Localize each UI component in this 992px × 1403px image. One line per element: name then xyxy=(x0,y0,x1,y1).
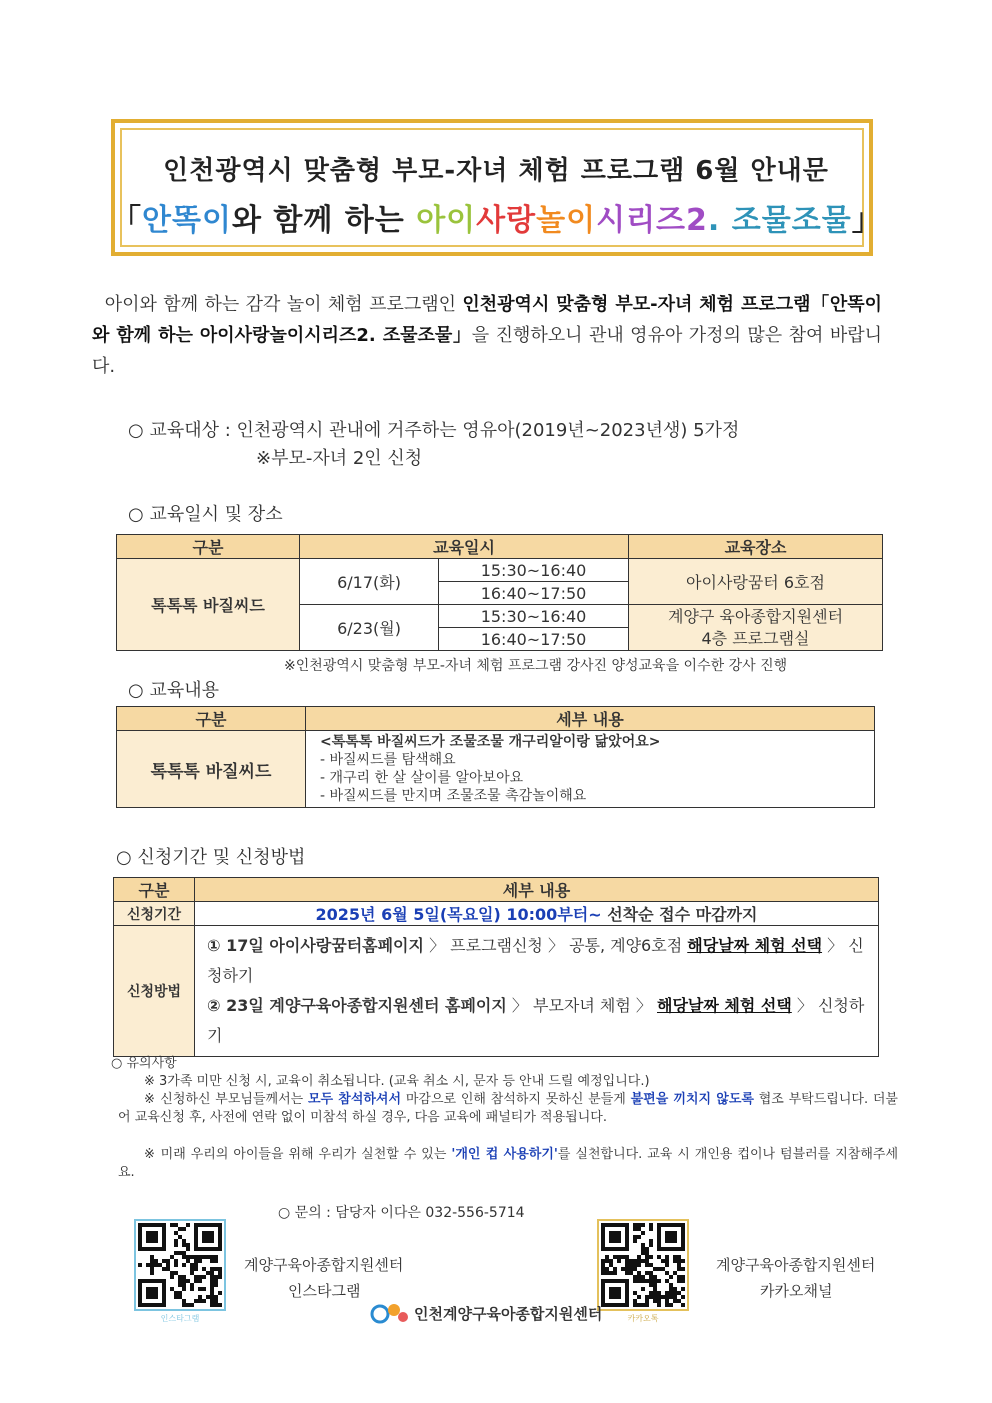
qr-module xyxy=(681,1287,685,1291)
intro-paragraph xyxy=(92,289,882,382)
col-header-place: 교육장소 xyxy=(629,535,883,559)
qr-caption: 카카오톡 xyxy=(627,1314,659,1323)
qr-module xyxy=(645,1303,649,1307)
place-line-2: 4층 프로그램실 xyxy=(701,628,810,648)
qr-module xyxy=(198,1259,202,1263)
subtitle-series-3: 놀이 xyxy=(536,203,597,238)
table-row xyxy=(114,902,879,926)
qr-module xyxy=(214,1283,218,1287)
qr-module xyxy=(174,1243,178,1247)
col-header-category: 구분 xyxy=(114,878,195,902)
footer-right-line2: 카카오채널 xyxy=(760,1282,833,1300)
apply-heading: ○ 신청기간 및 신청방법 xyxy=(116,847,306,868)
col-header-datetime: 교육일시 xyxy=(300,535,629,559)
table-header-row xyxy=(117,535,883,559)
intro-text-2: 을 진행하오니 관내 영유아 가정의 많은 참여 바랍니다. xyxy=(92,325,882,377)
logo-text: 인천계양구육아종합지원센터 xyxy=(414,1305,603,1323)
method-step-1-select: 해당날짜 체험 선택 xyxy=(687,936,823,955)
qr-module xyxy=(190,1303,194,1307)
footer-left-line2: 인스타그램 xyxy=(288,1282,361,1300)
subtitle-character-name: 안똑이 xyxy=(142,203,232,238)
qr-module xyxy=(681,1303,685,1307)
content-table xyxy=(116,706,875,808)
program-name-cell: 톡톡톡 바질씨드 xyxy=(117,731,306,808)
qr-module xyxy=(182,1263,186,1267)
note-2-emphasis-1: 모두 참석하셔서 xyxy=(307,1092,402,1107)
qr-module xyxy=(170,1275,174,1279)
list-item: - 바질씨드를 만지며 조물조물 촉감놀이해요 xyxy=(320,788,587,804)
qr-module xyxy=(202,1287,206,1291)
table-row xyxy=(117,559,883,582)
qr-module xyxy=(218,1291,222,1295)
qr-finder xyxy=(665,1231,677,1243)
method-detail-cell xyxy=(195,926,879,1057)
col-header-category: 구분 xyxy=(117,535,300,559)
qr-module xyxy=(194,1267,198,1271)
qr-module xyxy=(641,1223,645,1227)
table-header-row xyxy=(117,707,875,731)
content-heading: ○ 교육내용 xyxy=(128,680,219,701)
qr-module xyxy=(637,1295,641,1299)
qr-finder xyxy=(609,1287,621,1299)
method-step-1-site: ① 17일 아이사랑꿈터홈페이지 xyxy=(207,936,424,955)
contact-info: ○ 문의 : 담당자 이다은 032-556-5714 xyxy=(278,1205,525,1221)
subtitle-text: 와 함께 하는 xyxy=(231,203,417,238)
qr-finder xyxy=(609,1231,621,1243)
qr-module xyxy=(174,1263,178,1267)
qr-module xyxy=(198,1279,202,1283)
qr-module xyxy=(649,1227,653,1231)
qr-caption: 인스타그램 xyxy=(160,1314,200,1323)
qr-code-icon xyxy=(597,1219,689,1311)
method-step-1 xyxy=(207,931,866,991)
time-cell: 16:40~17:50 xyxy=(439,582,629,605)
note-2 xyxy=(118,1091,898,1127)
qr-module xyxy=(186,1247,190,1251)
table-row xyxy=(117,731,875,808)
qr-module xyxy=(637,1235,641,1239)
method-step-2-path: 〉 부모자녀 체험 〉 xyxy=(506,996,657,1015)
qr-module xyxy=(665,1263,669,1267)
qr-module xyxy=(617,1259,621,1263)
qr-module xyxy=(214,1259,218,1263)
qr-module xyxy=(657,1279,661,1283)
col-header-detail: 세부 내용 xyxy=(306,707,875,731)
method-label: 신청방법 xyxy=(114,926,195,1057)
qr-module xyxy=(202,1299,206,1303)
qr-code-icon xyxy=(134,1219,226,1311)
bracket-open: 「 xyxy=(111,203,142,238)
qr-module xyxy=(613,1271,617,1275)
note-3 xyxy=(118,1146,898,1182)
footer-right-line1: 계양구육아종합지원센터 xyxy=(716,1256,876,1274)
col-header-detail: 세부 내용 xyxy=(195,878,879,902)
qr-module xyxy=(681,1259,685,1263)
qr-module xyxy=(669,1303,673,1307)
note-2-text: 마감으로 인해 참석하지 못하신 분들게 xyxy=(401,1092,631,1107)
list-item: - 바질씨드를 탐색해요 xyxy=(320,752,456,768)
qr-module xyxy=(681,1267,685,1271)
time-cell: 16:40~17:50 xyxy=(439,628,629,651)
col-header-category: 구분 xyxy=(117,707,306,731)
qr-module xyxy=(182,1287,186,1291)
subtitle-series-4: 시리즈2 xyxy=(596,203,708,238)
notes-heading: ○ 유의사항 xyxy=(111,1056,177,1071)
qr-module xyxy=(218,1275,222,1279)
method-step-1-path: 〉 프로그램신청 〉 공통, 계양6호점 xyxy=(423,936,688,955)
date-cell-1: 6/17(화) xyxy=(300,559,439,605)
note-3-emphasis: '개인 컵 사용하기' xyxy=(451,1147,558,1162)
time-cell: 15:30~16:40 xyxy=(439,559,629,582)
period-label: 신청기간 xyxy=(114,902,195,926)
method-step-2 xyxy=(207,991,866,1051)
footer-left-line1: 계양구육아종합지원센터 xyxy=(244,1256,404,1274)
qr-module xyxy=(182,1227,186,1231)
content-title: <톡톡톡 바질씨드가 조물조물 개구리알이랑 닮았어요> xyxy=(320,734,661,750)
qr-module xyxy=(681,1279,685,1283)
subtitle-series-5: . xyxy=(707,203,732,238)
qr-module xyxy=(218,1303,222,1307)
qr-module xyxy=(669,1275,673,1279)
qr-module xyxy=(649,1243,653,1247)
period-date: 2025년 6월 5일(목요일) 10:00부터~ xyxy=(315,905,602,924)
subtitle-series-1: 아이 xyxy=(416,203,477,238)
instagram-qr[interactable] xyxy=(134,1219,226,1327)
subtitle-series-2: 사랑 xyxy=(476,203,537,238)
apply-table xyxy=(113,877,879,1057)
intro-text-1: 아이와 함께 하는 감각 놀이 체험 프로그램인 xyxy=(104,294,463,315)
page-subtitle xyxy=(111,195,881,239)
time-cell: 15:30~16:40 xyxy=(439,605,629,628)
qr-finder xyxy=(146,1231,158,1243)
education-target: ○ 교육대상 : 인천광역시 관내에 거주하는 영유아(2019년~2023년생) 5가정 xyxy=(128,420,740,441)
table-row xyxy=(114,926,879,1057)
qr-module xyxy=(681,1295,685,1299)
method-step-1-end: 〉 신청하기 xyxy=(207,936,864,985)
qr-finder xyxy=(146,1287,158,1299)
qr-module xyxy=(637,1263,641,1267)
note-1: ※ 3가족 미만 신청 시, 교육이 취소됩니다. (교육 취소 시, 문자 등 안내 드릴 예정입니다.) xyxy=(144,1074,650,1089)
method-step-2-site: ② 23일 계양구육아종합지원센터 홈페이지 xyxy=(207,996,507,1015)
qr-module xyxy=(190,1287,194,1291)
qr-module xyxy=(657,1303,661,1307)
intro-program-name: 인천광역시 맞춤형 부모-자녀 체험 프로그램「안똑이와 함께 하는 아이사랑놀이시리즈2. 조물조물」 xyxy=(92,294,882,346)
qr-module xyxy=(641,1287,645,1291)
method-step-2-select: 해당날짜 체험 선택 xyxy=(657,996,792,1015)
content-detail-cell xyxy=(306,731,875,808)
schedule-note: ※인천광역시 맞춤형 부모-자녀 체험 프로그램 강사진 양성교육을 이수한 강사 진행 xyxy=(284,658,788,674)
date-cell-2: 6/23(월) xyxy=(300,605,439,651)
schedule-table xyxy=(116,534,883,651)
bracket-close: 」 xyxy=(851,203,883,238)
schedule-heading: ○ 교육일시 및 장소 xyxy=(128,504,283,525)
education-target-note: ※부모-자녀 2인 신청 xyxy=(256,448,423,469)
period-value xyxy=(195,902,879,926)
qr-module xyxy=(633,1239,637,1243)
qr-module xyxy=(649,1255,653,1259)
qr-module xyxy=(138,1263,142,1267)
note-2-text: ※ 신청하신 부모님들께서는 xyxy=(144,1092,308,1107)
table-header-row xyxy=(114,878,879,902)
page-title: 인천광역시 맞춤형 부모-자녀 체험 프로그램 6월 안내문 xyxy=(163,156,829,186)
logo-icon xyxy=(370,1300,410,1326)
note-2-text: 협조 부탁드립니다. 더불어 교육신청 후, 사전에 연락 없이 미참석 하실 경우, 다음 교육에 패널티가 적용됩니다. xyxy=(118,1092,898,1125)
qr-module xyxy=(150,1271,154,1275)
program-name-cell: 톡톡톡 바질씨드 xyxy=(117,559,300,651)
place-line-1: 계양구 육아종합지원센터 xyxy=(667,606,844,626)
qr-module xyxy=(186,1223,190,1227)
qr-finder xyxy=(202,1231,214,1243)
note-3-text: 를 실천합니다. 교육 시 개인용 컵이나 텀블러를 지참해주세요. xyxy=(118,1147,899,1180)
list-item: - 개구리 한 살 살이를 알아보아요 xyxy=(320,770,524,786)
method-step-2-end: 〉 신청하기 xyxy=(207,996,865,1045)
note-2-emphasis-2: 불편을 끼치지 않도록 xyxy=(630,1092,754,1107)
place-cell-2 xyxy=(629,605,883,651)
qr-module xyxy=(202,1275,206,1279)
qr-module xyxy=(641,1231,645,1235)
kakao-qr[interactable] xyxy=(597,1219,689,1327)
note-3-text: ※ 미래 우리의 아이들을 위해 우리가 실천할 수 있는 xyxy=(144,1147,452,1162)
period-suffix: 선착순 접수 마감까지 xyxy=(601,905,758,924)
subtitle-series-6: 조물조물 xyxy=(731,203,852,238)
place-cell-1: 아이사랑꿈터 6호점 xyxy=(629,559,883,605)
